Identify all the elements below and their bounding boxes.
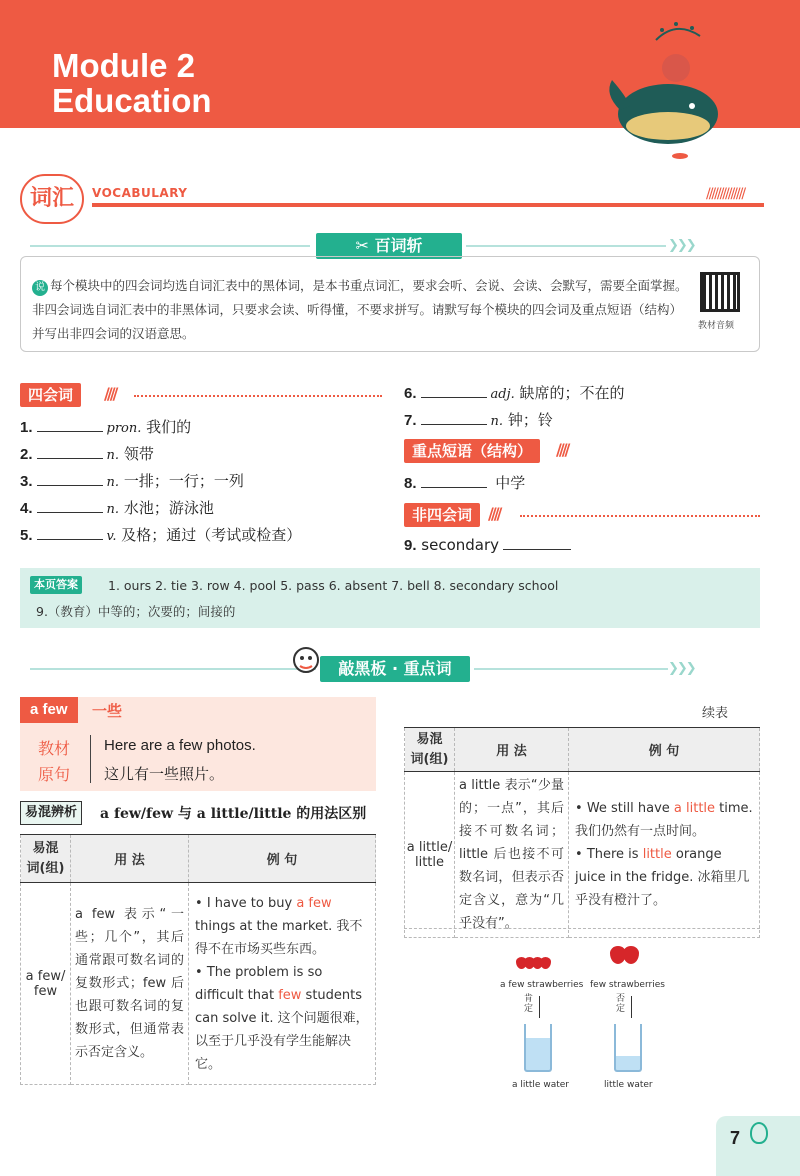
word-num: 9.	[404, 537, 417, 554]
answer-blank[interactable]	[37, 418, 103, 432]
non-four-tag: 非四会词	[404, 503, 480, 527]
banner-line-right	[466, 245, 666, 247]
example-1: • We still have a little time. 我们仍然有一点时间。	[575, 801, 753, 839]
cell-word: a little/ little	[405, 772, 455, 938]
example-text: We still have	[586, 801, 674, 816]
answers-line-1: 1. ours 2. tie 3. row 4. pool 5. pass 6. absent 7. bell 8. secondary school	[108, 578, 559, 593]
word-pos: pron.	[106, 421, 142, 436]
chevron-icon: ❯❯❯	[668, 238, 695, 253]
vocab-badge: 词汇	[20, 174, 84, 224]
intro-text	[32, 274, 692, 346]
example-highlight: a few	[296, 895, 332, 911]
table-row	[405, 772, 760, 938]
example-text: things at the market. 我不得不在市场买些东西。	[195, 918, 363, 957]
word-num: 7.	[404, 412, 417, 429]
vocab-divider	[92, 203, 764, 207]
balloon-icon	[750, 1122, 768, 1144]
example-highlight: a little	[673, 801, 716, 816]
bar-decoration: ////	[488, 504, 500, 523]
source-label-2: 原句	[38, 765, 71, 784]
answer-blank[interactable]	[421, 474, 487, 488]
answer-blank[interactable]	[503, 536, 571, 550]
word-num: 1.	[20, 419, 33, 436]
banner-line-left	[30, 668, 316, 670]
afew-sentence-cn: 这儿有一些照片。	[104, 765, 225, 783]
caption-little: little water	[604, 1080, 653, 1090]
source-label-1: 教材	[38, 739, 71, 758]
word-num: 3.	[20, 473, 33, 490]
word-meaning: 钟；铃	[507, 411, 553, 429]
illustration-divider	[404, 928, 760, 929]
word-pos: n.	[106, 502, 120, 517]
dotted-line	[520, 515, 760, 517]
word-num: 4.	[20, 500, 33, 517]
dotted-line	[134, 395, 382, 397]
col-usage-header: 用 法	[455, 728, 569, 772]
word-row-7	[404, 410, 553, 432]
caption-a-few: a few strawberries	[500, 980, 584, 990]
blackboard-title: 敲黑板 · 重点词	[320, 656, 470, 682]
qr-code-icon[interactable]	[700, 272, 740, 312]
word-row-8	[404, 473, 525, 494]
example-text: There is	[586, 847, 643, 862]
answer-blank[interactable]	[37, 499, 103, 513]
bar-decoration: ////	[104, 384, 116, 403]
example-highlight: few	[278, 987, 302, 1003]
word-meaning: 中学	[495, 474, 526, 492]
col-usage-header: 用 法	[71, 835, 189, 883]
confuse-title: a few/few 与 a little/little 的用法区别	[100, 806, 367, 822]
answer-blank[interactable]	[37, 526, 103, 540]
answer-blank[interactable]	[421, 411, 487, 425]
col-example-header: 例 句	[189, 835, 376, 883]
arrow-down-icon	[539, 996, 540, 1018]
strawberries-few-icon	[610, 946, 636, 968]
example-highlight: little	[642, 847, 672, 862]
afew-word: a few	[20, 697, 78, 723]
word-row-1	[20, 417, 191, 439]
word-row-9	[404, 535, 575, 556]
whale-illustration	[596, 10, 736, 160]
word-meaning: 缺席的；不在的	[519, 384, 625, 402]
word-meaning: secondary	[421, 536, 500, 554]
example-text: The problem is so difficult that	[195, 964, 323, 1003]
word-pos: v.	[106, 529, 117, 544]
col-group-header: 易混 词(组)	[405, 728, 455, 772]
arrow-label-negative: 否定	[616, 994, 626, 1014]
module-topic: Education	[52, 82, 212, 119]
example-2: • There is little orange juice in the fridge. 冰箱里几乎没有橙汁了。	[575, 847, 750, 908]
page-number: 7	[730, 1128, 741, 1148]
word-meaning: 水池；游泳池	[123, 499, 214, 517]
word-meaning: 我们的	[146, 418, 192, 436]
word-meaning: 一排；一行；一列	[123, 472, 244, 490]
example-text: students can solve it. 这个问题很难，以至于几乎没有学生能解决它。	[195, 987, 369, 1072]
answer-blank[interactable]	[421, 384, 487, 398]
intro-paragraph: 每个模块中的四会词均选自词汇表中的黑体词，是本书重点词汇，要求会听、会说、会读、会默写，需要全面掌握。非四会词选自词汇表中的非黑体词，只要求会读、听得懂，不要求拼写。请默写每个模块的四会词及重点短语（结构）并写出非四会词的汉语意思。	[32, 278, 688, 341]
word-meaning: 及格；通过（考试或检查）	[121, 526, 302, 544]
word-row-2	[20, 444, 154, 466]
answers-tag: 本页答案	[30, 576, 82, 594]
word-num: 8.	[404, 475, 417, 492]
source-separator	[90, 735, 91, 783]
cell-usage: a little 表示“少量的；一点”，其后接不可数名词；little 后也接不可数名词，但表示否定含义，意为“几乎没有”。	[455, 772, 569, 938]
caption-few: few strawberries	[590, 980, 665, 990]
word-pos: adj.	[490, 387, 515, 402]
example-text: orange juice in the fridge. 冰箱里几乎没有橙汁了。	[575, 847, 750, 908]
baicizhan-title-text: 百词斩	[374, 236, 423, 255]
strawberries-many-icon	[516, 957, 548, 973]
word-num: 5.	[20, 527, 33, 544]
col-example-header: 例 句	[569, 728, 760, 772]
usage-table-left	[20, 834, 376, 1085]
word-row-3	[20, 471, 244, 493]
word-pos: n.	[490, 414, 504, 429]
slash-decoration: //////////////	[706, 186, 745, 202]
answer-blank[interactable]	[37, 445, 103, 459]
example-2: • The problem is so difficult that few students can solve it. 这个问题很难，以至于几乎没有学生能解决它。	[195, 964, 369, 1072]
table-row	[21, 883, 376, 1085]
word-meaning: 领带	[123, 445, 154, 463]
cell-examples	[189, 883, 376, 1085]
confuse-tag: 易混辨析	[20, 801, 82, 825]
vocab-label: VOCABULARY	[92, 186, 188, 200]
bar-decoration: ////	[556, 440, 568, 459]
baicizhan-title: ✂ 百词斩	[316, 233, 462, 259]
chevron-icon: ❯❯❯	[668, 661, 695, 676]
arrow-label-positive: 肯定	[524, 994, 534, 1014]
arrow-down-icon	[631, 996, 632, 1018]
word-row-6	[404, 383, 625, 405]
example-1: • I have to buy a few things at the market. 我不得不在市场买些东西。	[195, 895, 363, 957]
usage-table-right	[404, 727, 760, 938]
cell-examples	[569, 772, 760, 938]
four-skill-tag: 四会词	[20, 383, 81, 407]
mascot-icon	[288, 642, 324, 682]
col-group-header: 易混 词(组)	[21, 835, 71, 883]
banner-line-left	[30, 245, 310, 247]
word-pos: n.	[106, 475, 120, 490]
cell-usage: a few 表示“一些；几个”，其后通常跟可数名词的复数形式；few 后也跟可数名词的复数形式，但通常表示否定含义。	[71, 883, 189, 1085]
module-number: Module 2	[52, 47, 196, 84]
word-num: 6.	[404, 385, 417, 402]
glass-a-little-icon	[524, 1024, 552, 1072]
word-row-4	[20, 498, 214, 520]
qr-caption: 教材音频	[698, 321, 735, 331]
speak-icon: 说	[32, 280, 48, 296]
example-text: time. 我们仍然有一点时间。	[575, 801, 753, 839]
continued-label: 续表	[702, 706, 729, 721]
cell-word: a few/ few	[21, 883, 71, 1085]
answer-blank[interactable]	[37, 472, 103, 486]
example-text: I have to buy	[206, 895, 297, 911]
afew-sentence-en: Here are a few photos.	[104, 737, 256, 754]
phrases-tag: 重点短语（结构）	[404, 439, 540, 463]
word-num: 2.	[20, 446, 33, 463]
word-pos: n.	[106, 448, 120, 463]
word-row-5	[20, 525, 301, 547]
answers-line-2: 9.（教育）中等的；次要的；间接的	[36, 604, 236, 619]
module-title	[52, 48, 212, 118]
afew-meaning: 一些	[92, 702, 123, 720]
glass-little-icon	[614, 1024, 642, 1072]
caption-a-little: a little water	[512, 1080, 569, 1090]
banner-line-right	[474, 668, 668, 670]
